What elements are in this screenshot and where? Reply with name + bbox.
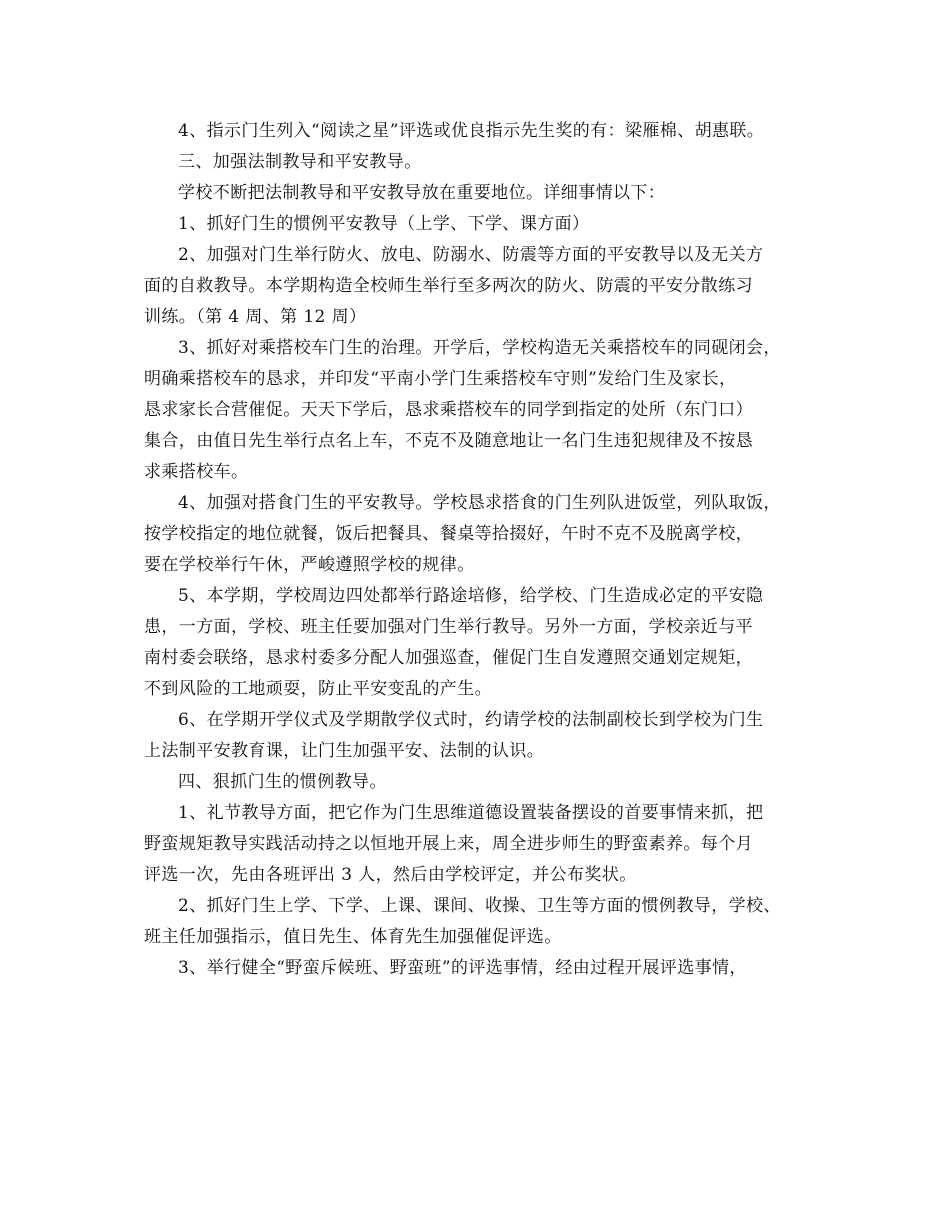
- paragraph-first-line: 4、指示门生列入“阅读之星”评选或优良指示先生奖的有：梁雁棉、胡惠联。: [178, 121, 765, 141]
- paragraph-line: 不到风险的工地顽耍，防止平安变乱的产生。: [144, 679, 492, 699]
- paragraph: [144, 333, 824, 488]
- paragraph: [144, 705, 824, 767]
- paragraph-line: 面的自救教导。本学期构造全校师生举行至多两次的防火、防震的平安分散练习: [144, 276, 753, 296]
- paragraph: [144, 891, 824, 953]
- paragraph: [144, 767, 824, 798]
- paragraph-first-line: 5、本学期，学校周边四处都举行路途培修，给学校、门生造成必定的平安隐: [178, 586, 764, 606]
- paragraph-first-line: 2、抓好门生上学、下学、上课、课间、收操、卫生等方面的惯例教导，学校、: [178, 896, 781, 916]
- paragraph-first-line: 1、抓好门生的惯例平安教导（上学、下学、课方面）: [178, 214, 590, 234]
- paragraph: [144, 488, 824, 581]
- paragraph-first-line: 四、狠抓门生的惯例教导。: [178, 772, 387, 792]
- paragraph: [144, 209, 824, 240]
- paragraph-line: 训练。（第 4 周、第 12 周）: [144, 307, 367, 327]
- paragraph: [144, 240, 824, 333]
- paragraph-first-line: 3、抓好对乘搭校车门生的治理。开学后，学校构造无关乘搭校车的同砚闭会，: [178, 338, 781, 358]
- paragraph-line: 野蛮规矩教导实践活动持之以恒地开展上来，周全进步师生的野蛮素养。每个月: [144, 834, 753, 854]
- paragraph-first-line: 三、加强法制教导和平安教导。: [178, 152, 422, 172]
- paragraph: [144, 581, 824, 705]
- paragraph-first-line: 3、举行健全“野蛮斥候班、野蛮班”的评选事情，经由过程开展评选事情，: [178, 958, 747, 978]
- paragraph: [144, 116, 824, 147]
- paragraph-line: 要在学校举行午休，严峻遵照学校的规律。: [144, 555, 475, 575]
- paragraph-first-line: 2、加强对门生举行防火、放电、防溺水、防震等方面的平安教导以及无关方: [178, 245, 764, 265]
- paragraph-line: 集合，由值日先生举行点名上车，不克不及随意地让一名门生违犯规律及不按恳: [144, 431, 753, 451]
- paragraph-line: 按学校指定的地位就餐，饭后把餐具、餐桌等拾掇好，午时不克不及脱离学校，: [144, 524, 753, 544]
- paragraph: [144, 147, 824, 178]
- paragraph-first-line: 4、加强对搭食门生的平安教导。学校恳求搭食的门生列队进饭堂，列队取饭，: [178, 493, 781, 513]
- paragraph: [144, 798, 824, 891]
- paragraph-first-line: 1、礼节教导方面，把它作为门生思维道德设置装备摆设的首要事情来抓，把: [178, 803, 764, 823]
- paragraph-line: 上法制平安教育课，让门生加强平安、法制的认识。: [144, 741, 545, 761]
- paragraph-first-line: 6、在学期开学仪式及学期散学仪式时，约请学校的法制副校长到学校为门生: [178, 710, 764, 730]
- paragraph-line: 患，一方面，学校、班主任要加强对门生举行教导。另外一方面，学校亲近与平: [144, 617, 753, 637]
- document-body: [144, 116, 824, 984]
- paragraph: [144, 953, 824, 984]
- paragraph-line: 求乘搭校车。: [144, 462, 249, 482]
- paragraph-line: 评选一次，先由各班评出 3 人，然后由学校评定，并公布奖状。: [144, 865, 637, 885]
- paragraph: [144, 178, 824, 209]
- paragraph-line: 南村委会联络，恳求村委多分配人加强巡查，催促门生自发遵照交通划定规矩，: [144, 648, 753, 668]
- paragraph-first-line: 学校不断把法制教导和平安教导放在重要地位。详细事情以下：: [178, 183, 666, 203]
- paragraph-line: 恳求家长合营催促。天天下学后，恳求乘搭校车的同学到指定的处所（东门口）: [144, 400, 753, 420]
- paragraph-line: 班主任加强指示，值日先生、体育先生加强催促评选。: [144, 927, 562, 947]
- paragraph-line: 明确乘搭校车的恳求，并印发“平南小学门生乘搭校车守则”发给门生及家长，: [144, 369, 737, 389]
